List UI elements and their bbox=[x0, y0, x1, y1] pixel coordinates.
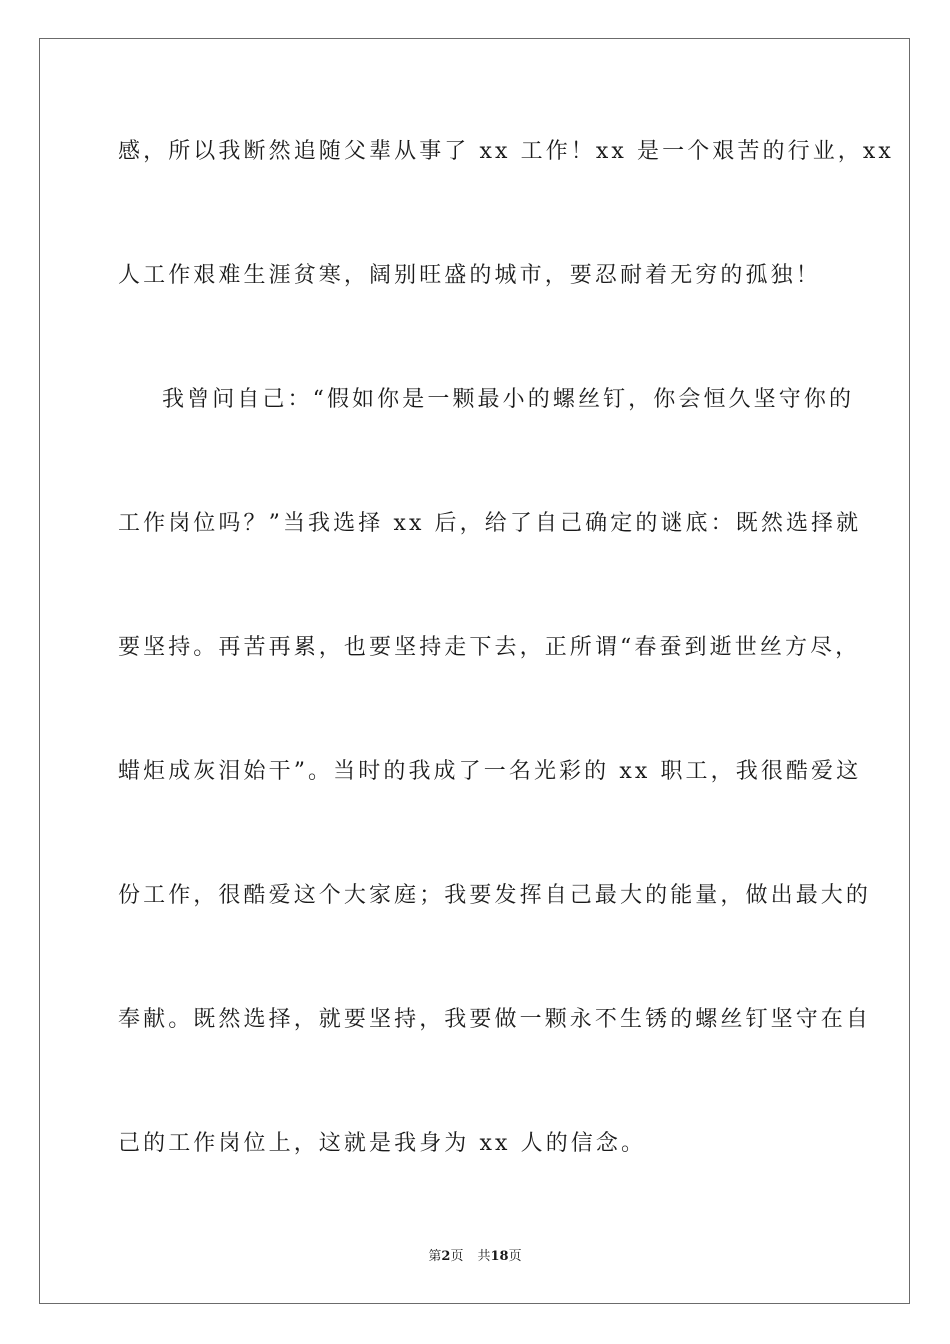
body-text-line: 感，所以我断然追随父辈从事了 xx 工作！xx 是一个艰苦的行业，xx bbox=[118, 139, 894, 164]
page-border bbox=[39, 38, 910, 1304]
paragraph-start-line: 我曾问自己：“假如你是一颗最小的螺丝钉，你会恒久坚守你的 bbox=[162, 387, 855, 412]
body-text-line: 份工作，很酷爱这个大家庭；我要发挥自己最大的能量，做出最大的 bbox=[118, 883, 872, 908]
page-number-footer bbox=[0, 1248, 950, 1266]
total-page-count: 18 bbox=[490, 1249, 509, 1264]
body-text-line: 人工作艰难生涯贫寒，阔别旺盛的城市，要忍耐着无穷的孤独！ bbox=[118, 263, 821, 288]
page-suffix: 页 bbox=[450, 1249, 464, 1264]
body-text-line: 工作岗位吗？”当我选择 xx 后，给了自己确定的谜底：既然选择就 bbox=[118, 511, 862, 536]
body-text-line: 蜡炬成灰泪始干”。当时的我成了一名光彩的 xx 职工，我很酷爱这 bbox=[118, 759, 862, 784]
total-prefix: 共 bbox=[477, 1249, 491, 1264]
body-text-line: 要坚持。再苦再累，也要坚持走下去，正所谓“春蚕到逝世丝方尽， bbox=[118, 635, 861, 660]
current-page-number: 2 bbox=[441, 1249, 451, 1264]
page-prefix: 第 bbox=[428, 1249, 442, 1264]
body-text-line: 己的工作岗位上，这就是我身为 xx 人的信念。 bbox=[118, 1131, 647, 1156]
total-suffix: 页 bbox=[508, 1249, 522, 1264]
body-text-line: 奉献。既然选择，就要坚持，我要做一颗永不生锈的螺丝钉坚守在自 bbox=[118, 1007, 872, 1032]
